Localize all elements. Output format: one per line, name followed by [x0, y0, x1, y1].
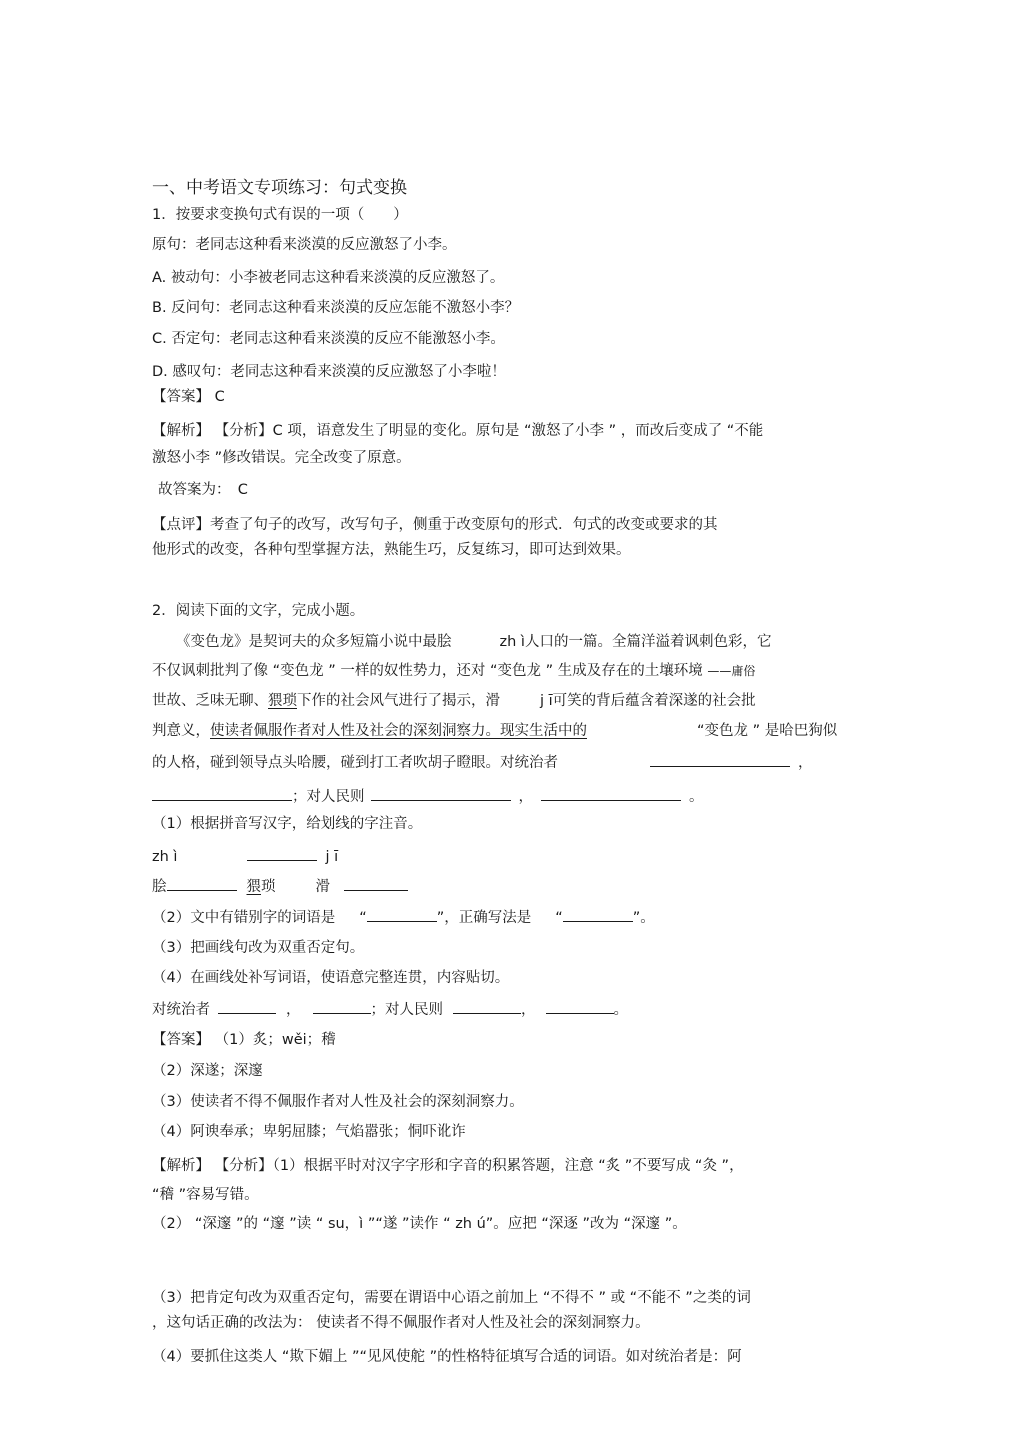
sub4-text: ，	[521, 1002, 536, 1018]
pinyin-ji: j ī	[540, 693, 553, 709]
underlined-sentence: 使读者佩服作者对人性及社会的深刻洞察力。现实生活中的	[210, 723, 587, 739]
passage-text: 不仅讽刺批判了像 “变色龙 ” 一样的奴性势力，还对 “变色龙 ” 生成及存在的土壤环境	[152, 663, 703, 679]
q2-character-row	[152, 876, 408, 897]
q2-sub-question-4: （4）在画线处补写词语，使语意完整连贯，内容贴切。	[152, 970, 510, 986]
pinyin-zhi-label: zh ì	[152, 849, 178, 865]
q1-option-d: D. 感叹句：老同志这种看来淡漠的反应激怒了小李啦！	[152, 364, 506, 380]
passage-text: ，	[798, 755, 813, 771]
q2-passage-line-3	[152, 691, 756, 711]
q2-analysis-line-4: （3）把肯定句改为双重否定句，需要在谓语中心语之前加上 “不得不 ” 或 “不能不 ”之类的词	[152, 1290, 751, 1306]
q2-answer-3: （3）使读者不得不佩服作者对人性及社会的深刻洞察力。	[152, 1094, 524, 1110]
fill-blank[interactable]	[546, 999, 614, 1014]
quote-open: “	[359, 910, 367, 926]
section-title: 一、中考语文专项练习：句式变换	[152, 178, 407, 198]
fill-blank[interactable]	[650, 752, 790, 767]
q1-stem: 1．按要求变换句式有误的一项（ ）	[152, 207, 408, 223]
q2-answer-1: 【答案】 （1）炙；wěi；稽	[152, 1032, 336, 1048]
q2-sub-question-1: （1）根据拼音写汉字，给划线的字注音。	[152, 816, 423, 832]
q2-answer-4: （4）阿谀奉承；卑躬屈膝；气焰嚣张；恫吓讹诈	[152, 1124, 466, 1140]
fill-blank[interactable]	[152, 786, 292, 801]
passage-text: ；对人民则	[292, 789, 365, 805]
q2-passage-line-4	[152, 721, 837, 741]
q2-passage-line-6	[152, 786, 704, 807]
passage-text: 的人格，碰到领导点头哈腰，碰到打工者吹胡子瞪眼。对统治者	[152, 755, 558, 771]
sub2-text: ”。	[632, 910, 655, 926]
q2-passage-line-5	[152, 752, 813, 773]
sub2-text: ”，正确写法是	[436, 910, 532, 926]
sub4-text: ，	[286, 1002, 301, 1018]
passage-text: 可笑的背后蕴含着深遂的社会批	[552, 693, 756, 709]
fill-blank[interactable]	[247, 846, 317, 861]
sub4-text: ；对人民则	[370, 1002, 443, 1018]
passage-text: 人口的一篇。全篇洋溢着讽刺色彩，它	[524, 634, 772, 650]
q1-comment-line-2: 他形式的改变，各种句型掌握方法，熟能生巧，反复练习，即可达到效果。	[152, 542, 631, 558]
q2-sub-question-4-blanks	[152, 999, 628, 1020]
fill-blank[interactable]	[371, 786, 511, 801]
q1-answer: 【答案】 C	[152, 389, 225, 405]
fill-blank[interactable]	[218, 999, 276, 1014]
q1-analysis-line-1: 【解析】 【分析】C 项，语意发生了明显的变化。原句是 “激怒了小李 ” ，而改后变成了 “不能	[152, 423, 764, 439]
q2-sub-question-3: （3）把画线句改为双重否定句。	[152, 940, 365, 956]
sub4-text: 对统治者	[152, 1002, 210, 1018]
sub4-text: 。	[613, 1002, 628, 1018]
q2-analysis-line-1: 【解析】 【分析】（1）根据平时对汉字字形和字音的积累答题，注意 “炙 ”不要写成 “灸 ”，	[152, 1158, 744, 1174]
underlined-word-weisuo: 猥琐	[268, 693, 297, 709]
char-hua: 滑	[315, 879, 330, 895]
q1-option-a: A. 被动句：小李被老同志这种看来淡漠的反应激怒了。	[152, 270, 505, 286]
q1-original-sentence: 原句：老同志这种看来淡漠的反应激怒了小李。	[152, 237, 457, 253]
q2-passage-line-1	[176, 632, 771, 652]
q1-comment-line-1: 【点评】考查了句子的改写，改写句子，侧重于改变原句的形式．句式的改变或要求的其	[152, 517, 718, 533]
passage-text: 下作的社会风气进行了揭示，滑	[297, 693, 500, 709]
char-wei: 猥	[246, 879, 261, 895]
q1-final-answer: 故答案为： C	[158, 482, 248, 498]
q2-analysis-line-5: ，这句话正确的改法为： 使读者不得不佩服作者对人性及社会的深刻洞察力。	[152, 1315, 650, 1331]
passage-text: ——庸俗	[707, 664, 756, 678]
q2-analysis-line-3: （2） “深邃 ”的 “邃 ”读 “ su，ì ”“遂 ”读作 “ zh ú”。应把 “深逐 ”改为 “深邃 ”。	[152, 1216, 687, 1232]
passage-text: 世故、乏味无聊、	[152, 693, 268, 709]
passage-text: “变色龙 ” 是哈巴狗似	[697, 723, 838, 739]
quote-open: “	[555, 910, 563, 926]
q2-passage-line-2	[152, 661, 755, 681]
char-kuai: 脍	[152, 879, 167, 895]
q1-option-b: B. 反问句：老同志这种看来淡漠的反应怎能不激怒小李？	[152, 300, 520, 316]
fill-blank[interactable]	[344, 876, 408, 891]
passage-text: 《变色龙》是契诃夫的众多短篇小说中最脍	[176, 634, 452, 650]
fill-blank[interactable]	[367, 907, 437, 922]
fill-blank[interactable]	[453, 999, 521, 1014]
char-suo: 琐	[261, 879, 276, 895]
fill-blank[interactable]	[167, 876, 237, 891]
fill-blank[interactable]	[563, 907, 633, 922]
fill-blank[interactable]	[541, 786, 681, 801]
fill-blank[interactable]	[313, 999, 371, 1014]
q2-analysis-line-2: “稽 ”容易写错。	[152, 1187, 259, 1203]
q2-analysis-line-6: （4）要抓住这类人 “欺下媚上 ”“见风使舵 ”的性格特征填写合适的词语。如对统治者是：阿	[152, 1349, 742, 1365]
q2-pinyin-row	[152, 846, 338, 867]
q1-analysis-line-2: 激怒小李 ”修改错误。完全改变了原意。	[152, 450, 411, 466]
q1-option-c: C. 否定句：老同志这种看来淡漠的反应不能激怒小李。	[152, 331, 505, 347]
q2-stem: 2．阅读下面的文字，完成小题。	[152, 603, 365, 619]
passage-text: 。	[689, 789, 704, 805]
passage-text: ，	[518, 789, 533, 805]
passage-text: 判意义，	[152, 723, 210, 739]
pinyin-zhi: zh ì	[499, 634, 525, 650]
sub2-text: （2）文中有错别字的词语是	[152, 910, 336, 926]
q2-answer-2: （2）深遂；深邃	[152, 1063, 263, 1079]
pinyin-ji-label: j ī	[325, 849, 339, 865]
q2-sub-question-2	[152, 907, 655, 928]
